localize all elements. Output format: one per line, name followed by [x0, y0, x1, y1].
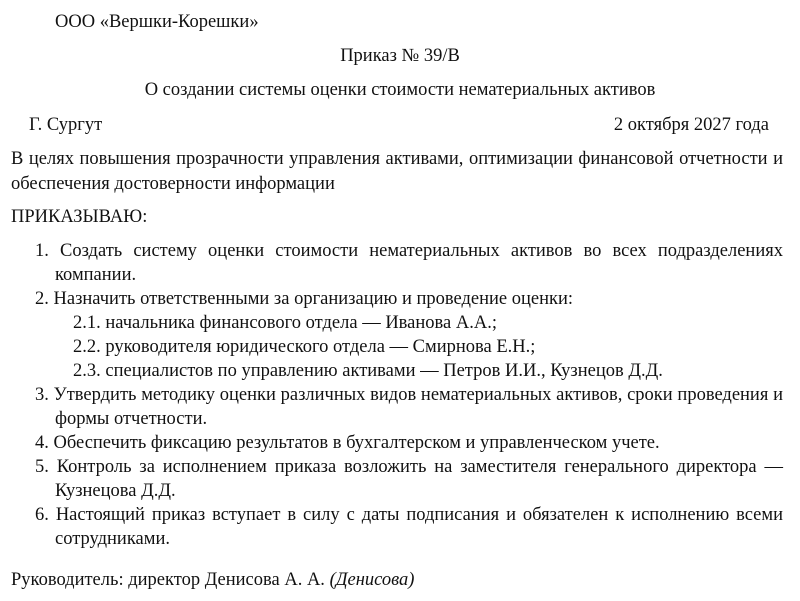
list-item: 4. Обеспечить фиксацию результатов в бухгалтерском и управленческом учете. — [35, 433, 660, 453]
sub-item: 2.2. руководителя юридического отдела — Смирнова Е.Н.; — [73, 337, 536, 357]
order-items-list — [0, 239, 800, 551]
order-subject: О создании системы оценки стоимости нематериальных активов — [144, 80, 656, 100]
order-title: Приказ № 39/В — [340, 46, 460, 66]
signature-label: Руководитель: директор Денисова А. А. — [11, 570, 325, 590]
order-date: 2 октября 2027 года — [613, 115, 769, 135]
signature-line — [11, 568, 414, 592]
order-keyword: ПРИКАЗЫВАЮ: — [11, 207, 148, 227]
list-item: 6. Настоящий приказ вступает в силу с даты подписания и обязателен к исполнению всеми сотрудниками. — [35, 505, 783, 549]
preamble-paragraph: В целях повышения прозрачности управления активами, оптимизации финансовой отчетности и обеспечения достоверности информации — [11, 149, 783, 194]
list-item: 1. Создать систему оценки стоимости нематериальных активов во всех подразделениях компании. — [35, 241, 783, 285]
handwritten-signature: (Денисова) — [329, 570, 415, 590]
order-city: Г. Сургут — [29, 115, 103, 135]
list-item: 3. Утвердить методику оценки различных видов нематериальных активов, сроки проведения и формы отчетности. — [35, 385, 783, 429]
list-item: 2. Назначить ответственными за организацию и проведение оценки: — [35, 289, 574, 309]
company-name: ООО «Вершки-Корешки» — [55, 12, 259, 32]
sub-item: 2.3. специалистов по управлению активами — Петров И.И., Кузнецов Д.Д. — [73, 361, 663, 381]
list-item: 5. Контроль за исполнением приказа возложить на заместителя генерального директора — Кузнецова Д.Д. — [35, 457, 783, 501]
sub-item: 2.1. начальника финансового отдела — Иванова А.А.; — [73, 313, 497, 333]
